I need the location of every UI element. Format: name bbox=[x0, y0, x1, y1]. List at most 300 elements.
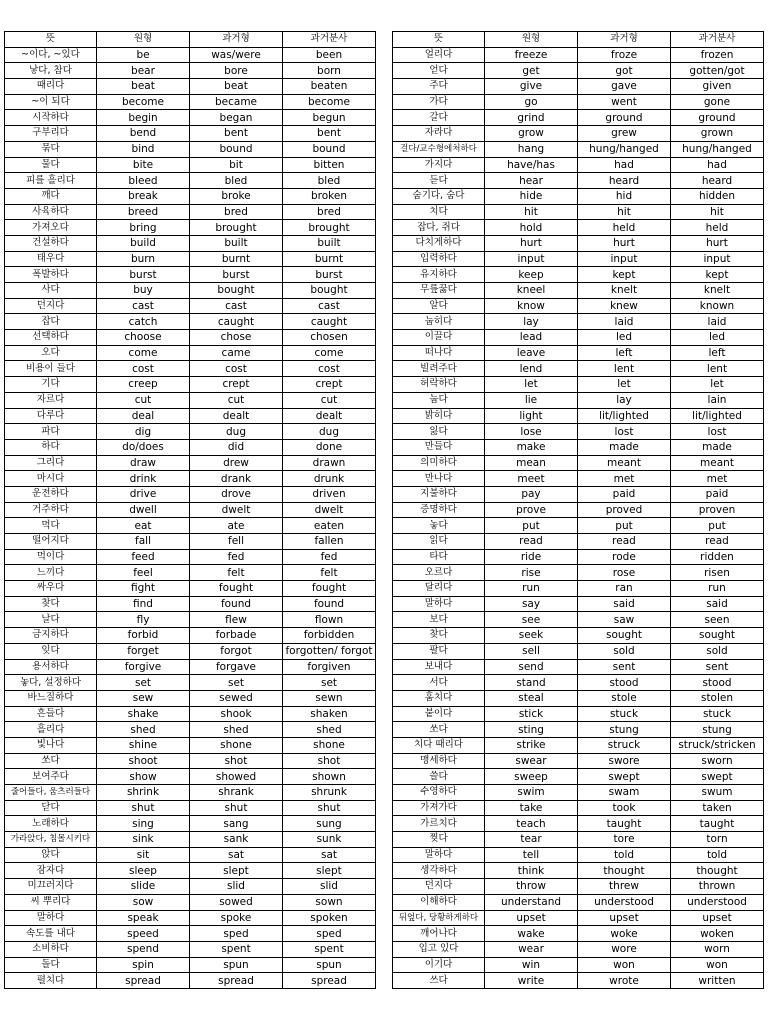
table-row bbox=[5, 408, 376, 424]
base-form-cell: grind bbox=[485, 110, 578, 126]
base-form-cell: prove bbox=[485, 502, 578, 518]
past-tense-cell: wore bbox=[578, 941, 671, 957]
base-form-cell: light bbox=[485, 408, 578, 424]
meaning-cell: 사다 bbox=[5, 283, 97, 299]
past-tense-cell: came bbox=[190, 345, 283, 361]
meaning-cell: 다루다 bbox=[5, 408, 97, 424]
table-row bbox=[393, 110, 764, 126]
base-form-cell: draw bbox=[97, 455, 190, 471]
past-participle-cell: forgotten/ forgot bbox=[283, 643, 376, 659]
meaning-cell: 닫다 bbox=[5, 800, 97, 816]
table-row bbox=[5, 455, 376, 471]
past-participle-cell: swum bbox=[671, 785, 764, 801]
past-participle-cell: laid bbox=[671, 314, 764, 330]
base-form-cell: forbid bbox=[97, 628, 190, 644]
meaning-cell: 입력하다 bbox=[393, 251, 485, 267]
table-row bbox=[5, 47, 376, 63]
base-form-cell: input bbox=[485, 251, 578, 267]
table-row bbox=[393, 235, 764, 251]
past-participle-cell: lain bbox=[671, 392, 764, 408]
past-tense-cell: saw bbox=[578, 612, 671, 628]
meaning-cell: 찢다 bbox=[393, 832, 485, 848]
past-tense-cell: understood bbox=[578, 894, 671, 910]
table-row bbox=[393, 47, 764, 63]
header-past-participle: 과거분사 bbox=[671, 32, 764, 48]
base-form-cell: spend bbox=[97, 941, 190, 957]
meaning-cell: 만나다 bbox=[393, 471, 485, 487]
past-tense-cell: sought bbox=[578, 628, 671, 644]
table-row bbox=[5, 659, 376, 675]
base-form-cell: stick bbox=[485, 706, 578, 722]
meaning-cell: 눕다 bbox=[393, 392, 485, 408]
base-form-cell: deal bbox=[97, 408, 190, 424]
base-form-cell: hit bbox=[485, 204, 578, 220]
past-tense-cell: woke bbox=[578, 926, 671, 942]
table-row bbox=[5, 879, 376, 895]
past-participle-cell: hurt bbox=[671, 235, 764, 251]
meaning-cell: 가지다 bbox=[393, 157, 485, 173]
meaning-cell: 운전하다 bbox=[5, 486, 97, 502]
meaning-cell: 오다 bbox=[5, 345, 97, 361]
past-tense-cell: let bbox=[578, 377, 671, 393]
past-tense-cell: held bbox=[578, 220, 671, 236]
base-form-cell: give bbox=[485, 79, 578, 95]
header-past-tense: 과거형 bbox=[190, 32, 283, 48]
meaning-cell: 씨 뿌리다 bbox=[5, 894, 97, 910]
base-form-cell: hurt bbox=[485, 235, 578, 251]
past-participle-cell: hidden bbox=[671, 188, 764, 204]
meaning-cell: 던지다 bbox=[393, 879, 485, 895]
past-participle-cell: made bbox=[671, 439, 764, 455]
base-form-cell: mean bbox=[485, 455, 578, 471]
table-row bbox=[5, 188, 376, 204]
base-form-cell: shine bbox=[97, 737, 190, 753]
past-participle-cell: fought bbox=[283, 581, 376, 597]
base-form-cell: catch bbox=[97, 314, 190, 330]
base-form-cell: read bbox=[485, 534, 578, 550]
base-form-cell: say bbox=[485, 596, 578, 612]
table-row bbox=[5, 424, 376, 440]
base-form-cell: shake bbox=[97, 706, 190, 722]
past-participle-cell: kept bbox=[671, 267, 764, 283]
meaning-cell: 속도를 내다 bbox=[5, 926, 97, 942]
header-base-form: 원형 bbox=[485, 32, 578, 48]
past-tense-cell: ate bbox=[190, 518, 283, 534]
past-tense-cell: spent bbox=[190, 941, 283, 957]
table-row bbox=[393, 377, 764, 393]
past-participle-cell: drunk bbox=[283, 471, 376, 487]
meaning-cell: 폭발하다 bbox=[5, 267, 97, 283]
past-tense-cell: bred bbox=[190, 204, 283, 220]
table-row bbox=[393, 596, 764, 612]
past-tense-cell: lost bbox=[578, 424, 671, 440]
past-participle-cell: sung bbox=[283, 816, 376, 832]
verb-table-right-body bbox=[393, 47, 764, 988]
past-tense-cell: said bbox=[578, 596, 671, 612]
base-form-cell: stand bbox=[485, 675, 578, 691]
past-participle-cell: meant bbox=[671, 455, 764, 471]
past-participle-cell: cost bbox=[283, 361, 376, 377]
past-tense-cell: taught bbox=[578, 816, 671, 832]
table-row bbox=[393, 408, 764, 424]
past-participle-cell: struck/stricken bbox=[671, 737, 764, 753]
base-form-cell: lie bbox=[485, 392, 578, 408]
past-participle-cell: said bbox=[671, 596, 764, 612]
past-participle-cell: stuck bbox=[671, 706, 764, 722]
base-form-cell: bleed bbox=[97, 173, 190, 189]
past-participle-cell: chosen bbox=[283, 330, 376, 346]
past-participle-cell: sewn bbox=[283, 690, 376, 706]
base-form-cell: burst bbox=[97, 267, 190, 283]
past-participle-cell: torn bbox=[671, 832, 764, 848]
meaning-cell: 낳다, 참다 bbox=[5, 63, 97, 79]
past-participle-cell: spoken bbox=[283, 910, 376, 926]
meaning-cell: 선택하다 bbox=[5, 330, 97, 346]
past-tense-cell: hung/hanged bbox=[578, 141, 671, 157]
past-participle-cell: read bbox=[671, 534, 764, 550]
base-form-cell: make bbox=[485, 439, 578, 455]
meaning-cell: 가르치다 bbox=[393, 816, 485, 832]
table-row bbox=[5, 581, 376, 597]
meaning-cell: 갈다 bbox=[393, 110, 485, 126]
past-tense-cell: sowed bbox=[190, 894, 283, 910]
meaning-cell: 줄어들다, 움츠러들다 bbox=[5, 785, 97, 801]
base-form-cell: sing bbox=[97, 816, 190, 832]
past-participle-cell: shown bbox=[283, 769, 376, 785]
past-participle-cell: woken bbox=[671, 926, 764, 942]
base-form-cell: break bbox=[97, 188, 190, 204]
meaning-cell: 구부리다 bbox=[5, 126, 97, 142]
base-form-cell: show bbox=[97, 769, 190, 785]
table-row bbox=[5, 471, 376, 487]
past-tense-cell: input bbox=[578, 251, 671, 267]
table-row bbox=[5, 298, 376, 314]
past-participle-cell: driven bbox=[283, 486, 376, 502]
table-row bbox=[5, 220, 376, 236]
past-tense-cell: flew bbox=[190, 612, 283, 628]
base-form-cell: burn bbox=[97, 251, 190, 267]
table-row bbox=[5, 267, 376, 283]
meaning-cell: 기다 bbox=[5, 377, 97, 393]
base-form-cell: build bbox=[97, 235, 190, 251]
past-participle-cell: begun bbox=[283, 110, 376, 126]
past-participle-cell: spread bbox=[283, 973, 376, 989]
past-participle-cell: forgiven bbox=[283, 659, 376, 675]
base-form-cell: know bbox=[485, 298, 578, 314]
verb-table-left bbox=[4, 31, 376, 989]
base-form-cell: shut bbox=[97, 800, 190, 816]
meaning-cell: 말하다 bbox=[393, 596, 485, 612]
past-tense-cell: cost bbox=[190, 361, 283, 377]
table-row bbox=[393, 298, 764, 314]
past-tense-cell: stood bbox=[578, 675, 671, 691]
past-participle-cell: sown bbox=[283, 894, 376, 910]
verb-table-right bbox=[392, 31, 764, 989]
table-row bbox=[5, 753, 376, 769]
past-participle-cell: thrown bbox=[671, 879, 764, 895]
past-participle-cell: held bbox=[671, 220, 764, 236]
table-row bbox=[393, 424, 764, 440]
table-row bbox=[5, 63, 376, 79]
verb-table-left-body bbox=[5, 47, 376, 988]
past-participle-cell: lent bbox=[671, 361, 764, 377]
past-tense-cell: bound bbox=[190, 141, 283, 157]
meaning-cell: 입고 있다 bbox=[393, 941, 485, 957]
meaning-cell: 빛나다 bbox=[5, 737, 97, 753]
past-tense-cell: hit bbox=[578, 204, 671, 220]
meaning-cell: 증명하다 bbox=[393, 502, 485, 518]
past-participle-cell: become bbox=[283, 94, 376, 110]
base-form-cell: shrink bbox=[97, 785, 190, 801]
past-tense-cell: proved bbox=[578, 502, 671, 518]
past-participle-cell: shrunk bbox=[283, 785, 376, 801]
base-form-cell: hear bbox=[485, 173, 578, 189]
past-participle-cell: stung bbox=[671, 722, 764, 738]
base-form-cell: understand bbox=[485, 894, 578, 910]
meaning-cell: 물다 bbox=[5, 157, 97, 173]
meaning-cell: 자라다 bbox=[393, 126, 485, 142]
past-tense-cell: sped bbox=[190, 926, 283, 942]
meaning-cell: 깨다 bbox=[5, 188, 97, 204]
base-form-cell: dwell bbox=[97, 502, 190, 518]
past-participle-cell: sworn bbox=[671, 753, 764, 769]
base-form-cell: sell bbox=[485, 643, 578, 659]
past-tense-cell: sat bbox=[190, 847, 283, 863]
past-tense-cell: set bbox=[190, 675, 283, 691]
table-row bbox=[5, 330, 376, 346]
past-participle-cell: cut bbox=[283, 392, 376, 408]
meaning-cell: 눕히다 bbox=[393, 314, 485, 330]
past-participle-cell: swept bbox=[671, 769, 764, 785]
past-tense-cell: swept bbox=[578, 769, 671, 785]
base-form-cell: drink bbox=[97, 471, 190, 487]
base-form-cell: hide bbox=[485, 188, 578, 204]
past-participle-cell: gone bbox=[671, 94, 764, 110]
past-tense-cell: caught bbox=[190, 314, 283, 330]
past-tense-cell: sent bbox=[578, 659, 671, 675]
past-participle-cell: found bbox=[283, 596, 376, 612]
past-tense-cell: tore bbox=[578, 832, 671, 848]
past-participle-cell: broken bbox=[283, 188, 376, 204]
meaning-cell: 가져가다 bbox=[393, 800, 485, 816]
meaning-cell: 날다 bbox=[5, 612, 97, 628]
table-row bbox=[5, 79, 376, 95]
past-participle-cell: thought bbox=[671, 863, 764, 879]
past-tense-cell: bled bbox=[190, 173, 283, 189]
past-tense-cell: hurt bbox=[578, 235, 671, 251]
base-form-cell: speak bbox=[97, 910, 190, 926]
past-participle-cell: put bbox=[671, 518, 764, 534]
past-tense-cell: thought bbox=[578, 863, 671, 879]
table-row bbox=[393, 486, 764, 502]
table-row bbox=[393, 816, 764, 832]
table-row bbox=[5, 392, 376, 408]
table-row bbox=[5, 941, 376, 957]
table-row bbox=[5, 565, 376, 581]
meaning-cell: ~이다, ~있다 bbox=[5, 47, 97, 63]
table-row bbox=[5, 502, 376, 518]
table-row bbox=[5, 847, 376, 863]
past-tense-cell: went bbox=[578, 94, 671, 110]
past-participle-cell: written bbox=[671, 973, 764, 989]
table-row bbox=[393, 94, 764, 110]
base-form-cell: send bbox=[485, 659, 578, 675]
meaning-cell: 서다 bbox=[393, 675, 485, 691]
meaning-cell: 쏘다 bbox=[393, 722, 485, 738]
past-tense-cell: told bbox=[578, 847, 671, 863]
past-tense-cell: was/were bbox=[190, 47, 283, 63]
meaning-cell: 느끼다 bbox=[5, 565, 97, 581]
base-form-cell: choose bbox=[97, 330, 190, 346]
table-row bbox=[393, 314, 764, 330]
past-participle-cell: sat bbox=[283, 847, 376, 863]
meaning-cell: 빌려주다 bbox=[393, 361, 485, 377]
base-form-cell: win bbox=[485, 957, 578, 973]
meaning-cell: 잠자다 bbox=[5, 863, 97, 879]
meaning-cell: 지불하다 bbox=[393, 486, 485, 502]
base-form-cell: be bbox=[97, 47, 190, 63]
past-tense-cell: sang bbox=[190, 816, 283, 832]
past-tense-cell: meant bbox=[578, 455, 671, 471]
meaning-cell: ~이 되다 bbox=[5, 94, 97, 110]
table-row bbox=[393, 141, 764, 157]
past-tense-cell: became bbox=[190, 94, 283, 110]
past-tense-cell: met bbox=[578, 471, 671, 487]
past-participle-cell: dug bbox=[283, 424, 376, 440]
base-form-cell: kneel bbox=[485, 283, 578, 299]
table-row bbox=[393, 471, 764, 487]
past-tense-cell: threw bbox=[578, 879, 671, 895]
meaning-cell: 비용이 들다 bbox=[5, 361, 97, 377]
past-tense-cell: bore bbox=[190, 63, 283, 79]
base-form-cell: sweep bbox=[485, 769, 578, 785]
table-row bbox=[393, 785, 764, 801]
past-participle-cell: burst bbox=[283, 267, 376, 283]
past-participle-cell: sped bbox=[283, 926, 376, 942]
past-participle-cell: ridden bbox=[671, 549, 764, 565]
meaning-cell: 이해하다 bbox=[393, 894, 485, 910]
table-row bbox=[393, 330, 764, 346]
past-participle-cell: felt bbox=[283, 565, 376, 581]
past-tense-cell: burnt bbox=[190, 251, 283, 267]
meaning-cell: 타다 bbox=[393, 549, 485, 565]
base-form-cell: seek bbox=[485, 628, 578, 644]
meaning-cell: 잃다 bbox=[393, 424, 485, 440]
base-form-cell: go bbox=[485, 94, 578, 110]
base-form-cell: become bbox=[97, 94, 190, 110]
table-row bbox=[393, 267, 764, 283]
past-tense-cell: froze bbox=[578, 47, 671, 63]
meaning-cell: 걸다/교수형에처하다 bbox=[393, 141, 485, 157]
meaning-cell: 바느질하다 bbox=[5, 690, 97, 706]
past-tense-cell: made bbox=[578, 439, 671, 455]
table-row bbox=[393, 549, 764, 565]
meaning-cell: 주다 bbox=[393, 79, 485, 95]
table-row bbox=[393, 863, 764, 879]
past-tense-cell: slid bbox=[190, 879, 283, 895]
past-participle-cell: taught bbox=[671, 816, 764, 832]
past-participle-cell: eaten bbox=[283, 518, 376, 534]
base-form-cell: sleep bbox=[97, 863, 190, 879]
table-row bbox=[393, 204, 764, 220]
table-row bbox=[393, 628, 764, 644]
past-participle-cell: shut bbox=[283, 800, 376, 816]
base-form-cell: have/has bbox=[485, 157, 578, 173]
meaning-cell: 뒤엎다, 당황하게하다 bbox=[393, 910, 485, 926]
meaning-cell: 숨기다, 숨다 bbox=[393, 188, 485, 204]
past-tense-cell: forbade bbox=[190, 628, 283, 644]
base-form-cell: hold bbox=[485, 220, 578, 236]
past-tense-cell: rose bbox=[578, 565, 671, 581]
past-tense-cell: knelt bbox=[578, 283, 671, 299]
table-header-row bbox=[393, 32, 764, 48]
meaning-cell: 놓다 bbox=[393, 518, 485, 534]
table-row bbox=[5, 612, 376, 628]
meaning-cell: 쓰다 bbox=[393, 973, 485, 989]
meaning-cell: 사육하다 bbox=[5, 204, 97, 220]
base-form-cell: lend bbox=[485, 361, 578, 377]
meaning-cell: 가다 bbox=[393, 94, 485, 110]
table-row bbox=[5, 973, 376, 989]
past-participle-cell: let bbox=[671, 377, 764, 393]
base-form-cell: dig bbox=[97, 424, 190, 440]
past-participle-cell: slid bbox=[283, 879, 376, 895]
past-participle-cell: been bbox=[283, 47, 376, 63]
table-row bbox=[5, 204, 376, 220]
base-form-cell: see bbox=[485, 612, 578, 628]
header-meaning: 뜻 bbox=[5, 32, 97, 48]
past-tense-cell: shot bbox=[190, 753, 283, 769]
table-row bbox=[393, 722, 764, 738]
base-form-cell: spread bbox=[97, 973, 190, 989]
past-tense-cell: shone bbox=[190, 737, 283, 753]
base-form-cell: tell bbox=[485, 847, 578, 863]
past-tense-cell: shrank bbox=[190, 785, 283, 801]
meaning-cell: 붙이다 bbox=[393, 706, 485, 722]
base-form-cell: pay bbox=[485, 486, 578, 502]
past-participle-cell: frozen bbox=[671, 47, 764, 63]
past-tense-cell: bit bbox=[190, 157, 283, 173]
meaning-cell: 잡다 bbox=[5, 314, 97, 330]
table-row bbox=[5, 439, 376, 455]
table-row bbox=[5, 314, 376, 330]
past-participle-cell: given bbox=[671, 79, 764, 95]
past-tense-cell: swam bbox=[578, 785, 671, 801]
base-form-cell: fight bbox=[97, 581, 190, 597]
table-row bbox=[5, 596, 376, 612]
past-tense-cell: paid bbox=[578, 486, 671, 502]
base-form-cell: get bbox=[485, 63, 578, 79]
meaning-cell: 금지하다 bbox=[5, 628, 97, 644]
base-form-cell: steal bbox=[485, 690, 578, 706]
past-tense-cell: beat bbox=[190, 79, 283, 95]
past-participle-cell: fallen bbox=[283, 534, 376, 550]
meaning-cell: 마시다 bbox=[5, 471, 97, 487]
header-base-form: 원형 bbox=[97, 32, 190, 48]
meaning-cell: 돌다 bbox=[5, 957, 97, 973]
base-form-cell: strike bbox=[485, 737, 578, 753]
meaning-cell: 피를 흘리다 bbox=[5, 173, 97, 189]
past-tense-cell: led bbox=[578, 330, 671, 346]
past-tense-cell: cast bbox=[190, 298, 283, 314]
past-tense-cell: grew bbox=[578, 126, 671, 142]
past-participle-cell: bound bbox=[283, 141, 376, 157]
table-row bbox=[393, 800, 764, 816]
past-tense-cell: knew bbox=[578, 298, 671, 314]
base-form-cell: shoot bbox=[97, 753, 190, 769]
past-tense-cell: shed bbox=[190, 722, 283, 738]
base-form-cell: leave bbox=[485, 345, 578, 361]
